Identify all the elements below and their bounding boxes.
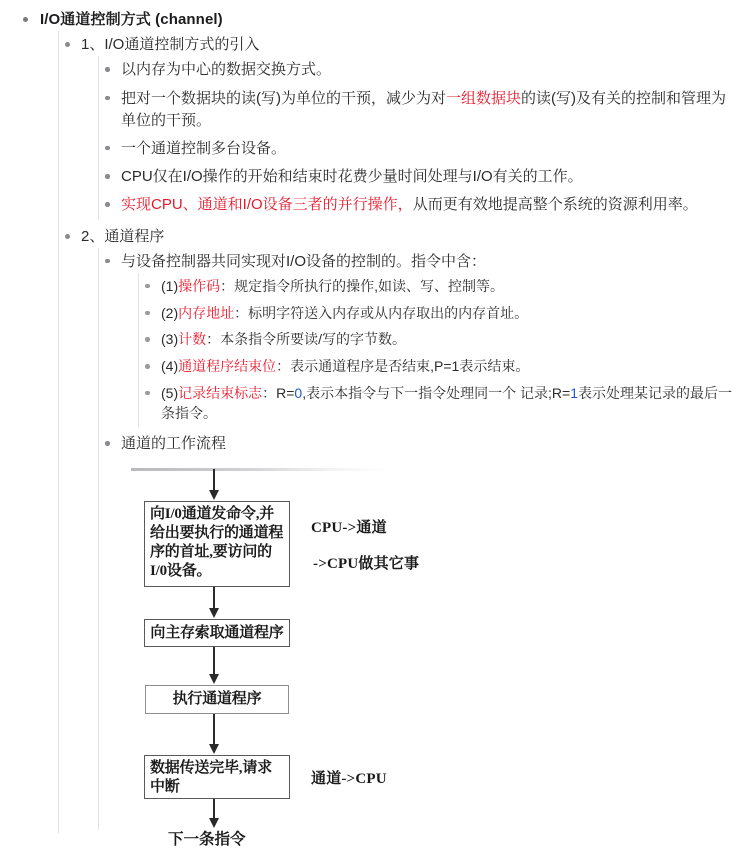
flowchart-label-text: ->CPU做其它事 — [313, 556, 420, 573]
bullet-icon — [65, 234, 70, 239]
flowchart-label-text: 通道->CPU — [311, 771, 387, 788]
instruction-desc: 本条指令所要读/写的字节数。 — [220, 331, 407, 348]
bullet-icon — [105, 441, 110, 446]
outline-level-2-section2 — [98, 248, 738, 849]
outline-root — [16, 6, 738, 849]
instruction-separator: ： — [220, 277, 235, 294]
outline-node-section2[interactable] — [59, 223, 738, 849]
instruction-text — [161, 329, 738, 350]
flowchart-label-text: CPU->通道 — [311, 520, 387, 537]
instruction-term: 通道程序结束位 — [178, 358, 277, 375]
instruction-number: (3) — [161, 331, 179, 348]
arrow-box3-to-box4 — [213, 714, 215, 745]
instruction-text — [161, 383, 738, 424]
item-text: 一个通道控制多台设备。 — [121, 139, 287, 157]
outline-node-root[interactable] — [16, 6, 738, 849]
instruction-number: (1) — [161, 277, 179, 294]
item-text-part-b: 从而更有效地提高整个系统的资源利用率。 — [412, 196, 698, 214]
outline-level-3-instructions — [138, 273, 738, 427]
instruction-term: 操作码 — [178, 277, 221, 294]
flowchart-box-text: 向I/0通道发命令,并给出要执行的通道程序的首址,要访问的I/0设备。 — [150, 506, 284, 580]
instruction-value-one: 1 — [570, 384, 578, 401]
bullet-icon — [145, 391, 150, 396]
flowchart-box-text: 数据传送完毕,请求中断 — [150, 760, 272, 796]
instruction-number: (4) — [161, 358, 179, 375]
item-text: CPU仅在I/O操作的开始和结束时花费少量时间处理与I/O有关的工作。 — [121, 168, 583, 186]
instruction-term: 计数 — [178, 331, 207, 348]
item-text-part-a: 把对一个数据块的读(写)为单位的干预，减少为对 — [121, 89, 446, 107]
instruction-text — [161, 303, 738, 324]
bullet-icon — [105, 202, 110, 207]
instruction-item-1[interactable] — [139, 273, 738, 300]
instruction-term: 内存地址 — [178, 304, 235, 321]
instruction-desc-b: ,表示本指令与下一指令处理同一个 记录;R= — [302, 384, 571, 401]
item-text — [121, 194, 738, 216]
item-text — [121, 88, 738, 132]
flowchart-label-cpu-to-channel — [311, 517, 387, 539]
flowchart-box-text: 执行通道程序 — [172, 691, 262, 708]
outline-item-block-group[interactable] — [99, 85, 738, 135]
flowchart-end-next-instruction — [168, 829, 246, 852]
root-title: I/O通道控制方式 (channel) — [40, 11, 223, 28]
instruction-text — [161, 356, 738, 377]
instruction-item-2[interactable] — [139, 300, 738, 327]
instruction-text — [161, 276, 738, 297]
arrow-box4-to-end — [213, 799, 215, 819]
item-text-highlight: 一组数据块 — [446, 89, 522, 107]
bullet-icon — [105, 259, 110, 264]
bullet-icon — [65, 42, 70, 47]
instruction-separator: ： — [276, 358, 291, 375]
workflow-label: 通道的工作流程 — [121, 435, 227, 453]
instruction-desc: 规定指令所执行的操作,如读、写、控制等。 — [234, 277, 505, 294]
section1-label: 1、I/O通道控制方式的引入 — [81, 36, 260, 54]
instruction-desc-a: R= — [276, 384, 295, 401]
arrow-box2-to-box3 — [213, 647, 215, 675]
instruction-separator: ： — [206, 331, 221, 348]
instruction-value-zero: 0 — [294, 384, 303, 401]
instruction-separator: ： — [234, 304, 249, 321]
section2-label: 2、通道程序 — [81, 227, 165, 245]
item-text: 与设备控制器共同实现对I/O设备的控制的。指令中含： — [121, 252, 487, 270]
outline-item-workflow[interactable] — [99, 430, 738, 849]
outline-node-section1[interactable] — [59, 31, 738, 222]
bullet-icon — [145, 337, 150, 342]
flowchart-box-fetch-program[interactable] — [144, 619, 290, 647]
bullet-icon — [145, 284, 150, 289]
bullet-icon — [145, 311, 150, 316]
flowchart-end-text: 下一条指令 — [168, 831, 246, 849]
item-text-part-b: 的读(写)及有关的控制和管理为单位的干预。 — [121, 89, 727, 129]
item-text: 以内存为中心的数据交换方式。 — [121, 61, 332, 79]
item-text-highlight: 实现CPU、通道和I/O设备三者的并行操作， — [121, 196, 413, 214]
arrow-to-box1 — [213, 469, 215, 491]
instruction-item-5[interactable] — [139, 380, 738, 427]
bullet-icon — [105, 67, 110, 72]
instruction-number: (5) — [161, 384, 179, 401]
instruction-item-4[interactable] — [139, 353, 738, 380]
bullet-icon — [105, 146, 110, 151]
outline-item-one-channel[interactable] — [99, 135, 738, 163]
instruction-desc: 表示通道程序是否结束,P=1表示结束。 — [290, 358, 530, 375]
bullet-icon — [105, 96, 110, 101]
instruction-number: (2) — [161, 304, 179, 321]
flowchart-top-separator — [131, 468, 386, 471]
outline-item-memory-centric[interactable] — [99, 56, 738, 84]
flowchart-label-channel-to-cpu — [311, 768, 387, 790]
outline-item-cpu-time[interactable] — [99, 163, 738, 191]
outline-item-parallel-operation[interactable] — [99, 191, 738, 219]
flowchart-box-text: 向主存索取通道程序 — [150, 624, 284, 641]
flowchart-box-execute-program[interactable] — [145, 685, 289, 714]
channel-workflow-flowchart — [121, 465, 738, 849]
outline-level-2-section1 — [98, 56, 738, 219]
arrow-box1-to-box2 — [213, 587, 215, 609]
outline-item-instruction-intro[interactable] — [99, 248, 738, 431]
instruction-term: 记录结束标志 — [178, 384, 263, 401]
instruction-desc: 标明字符送入内存或从内存取出的内存首址。 — [248, 304, 529, 321]
bullet-icon — [105, 174, 110, 179]
instruction-desc-c: 表示处理某记录的最后一条指令。 — [161, 384, 732, 422]
instruction-separator: ： — [262, 384, 277, 401]
bullet-icon — [23, 17, 28, 22]
flowchart-label-cpu-other-work — [313, 553, 419, 575]
flowchart-box-transfer-complete[interactable] — [144, 755, 290, 799]
flowchart-box-send-command[interactable] — [144, 501, 290, 587]
bullet-icon — [145, 364, 150, 369]
outline-level-1 — [58, 31, 738, 849]
instruction-item-3[interactable] — [139, 326, 738, 353]
